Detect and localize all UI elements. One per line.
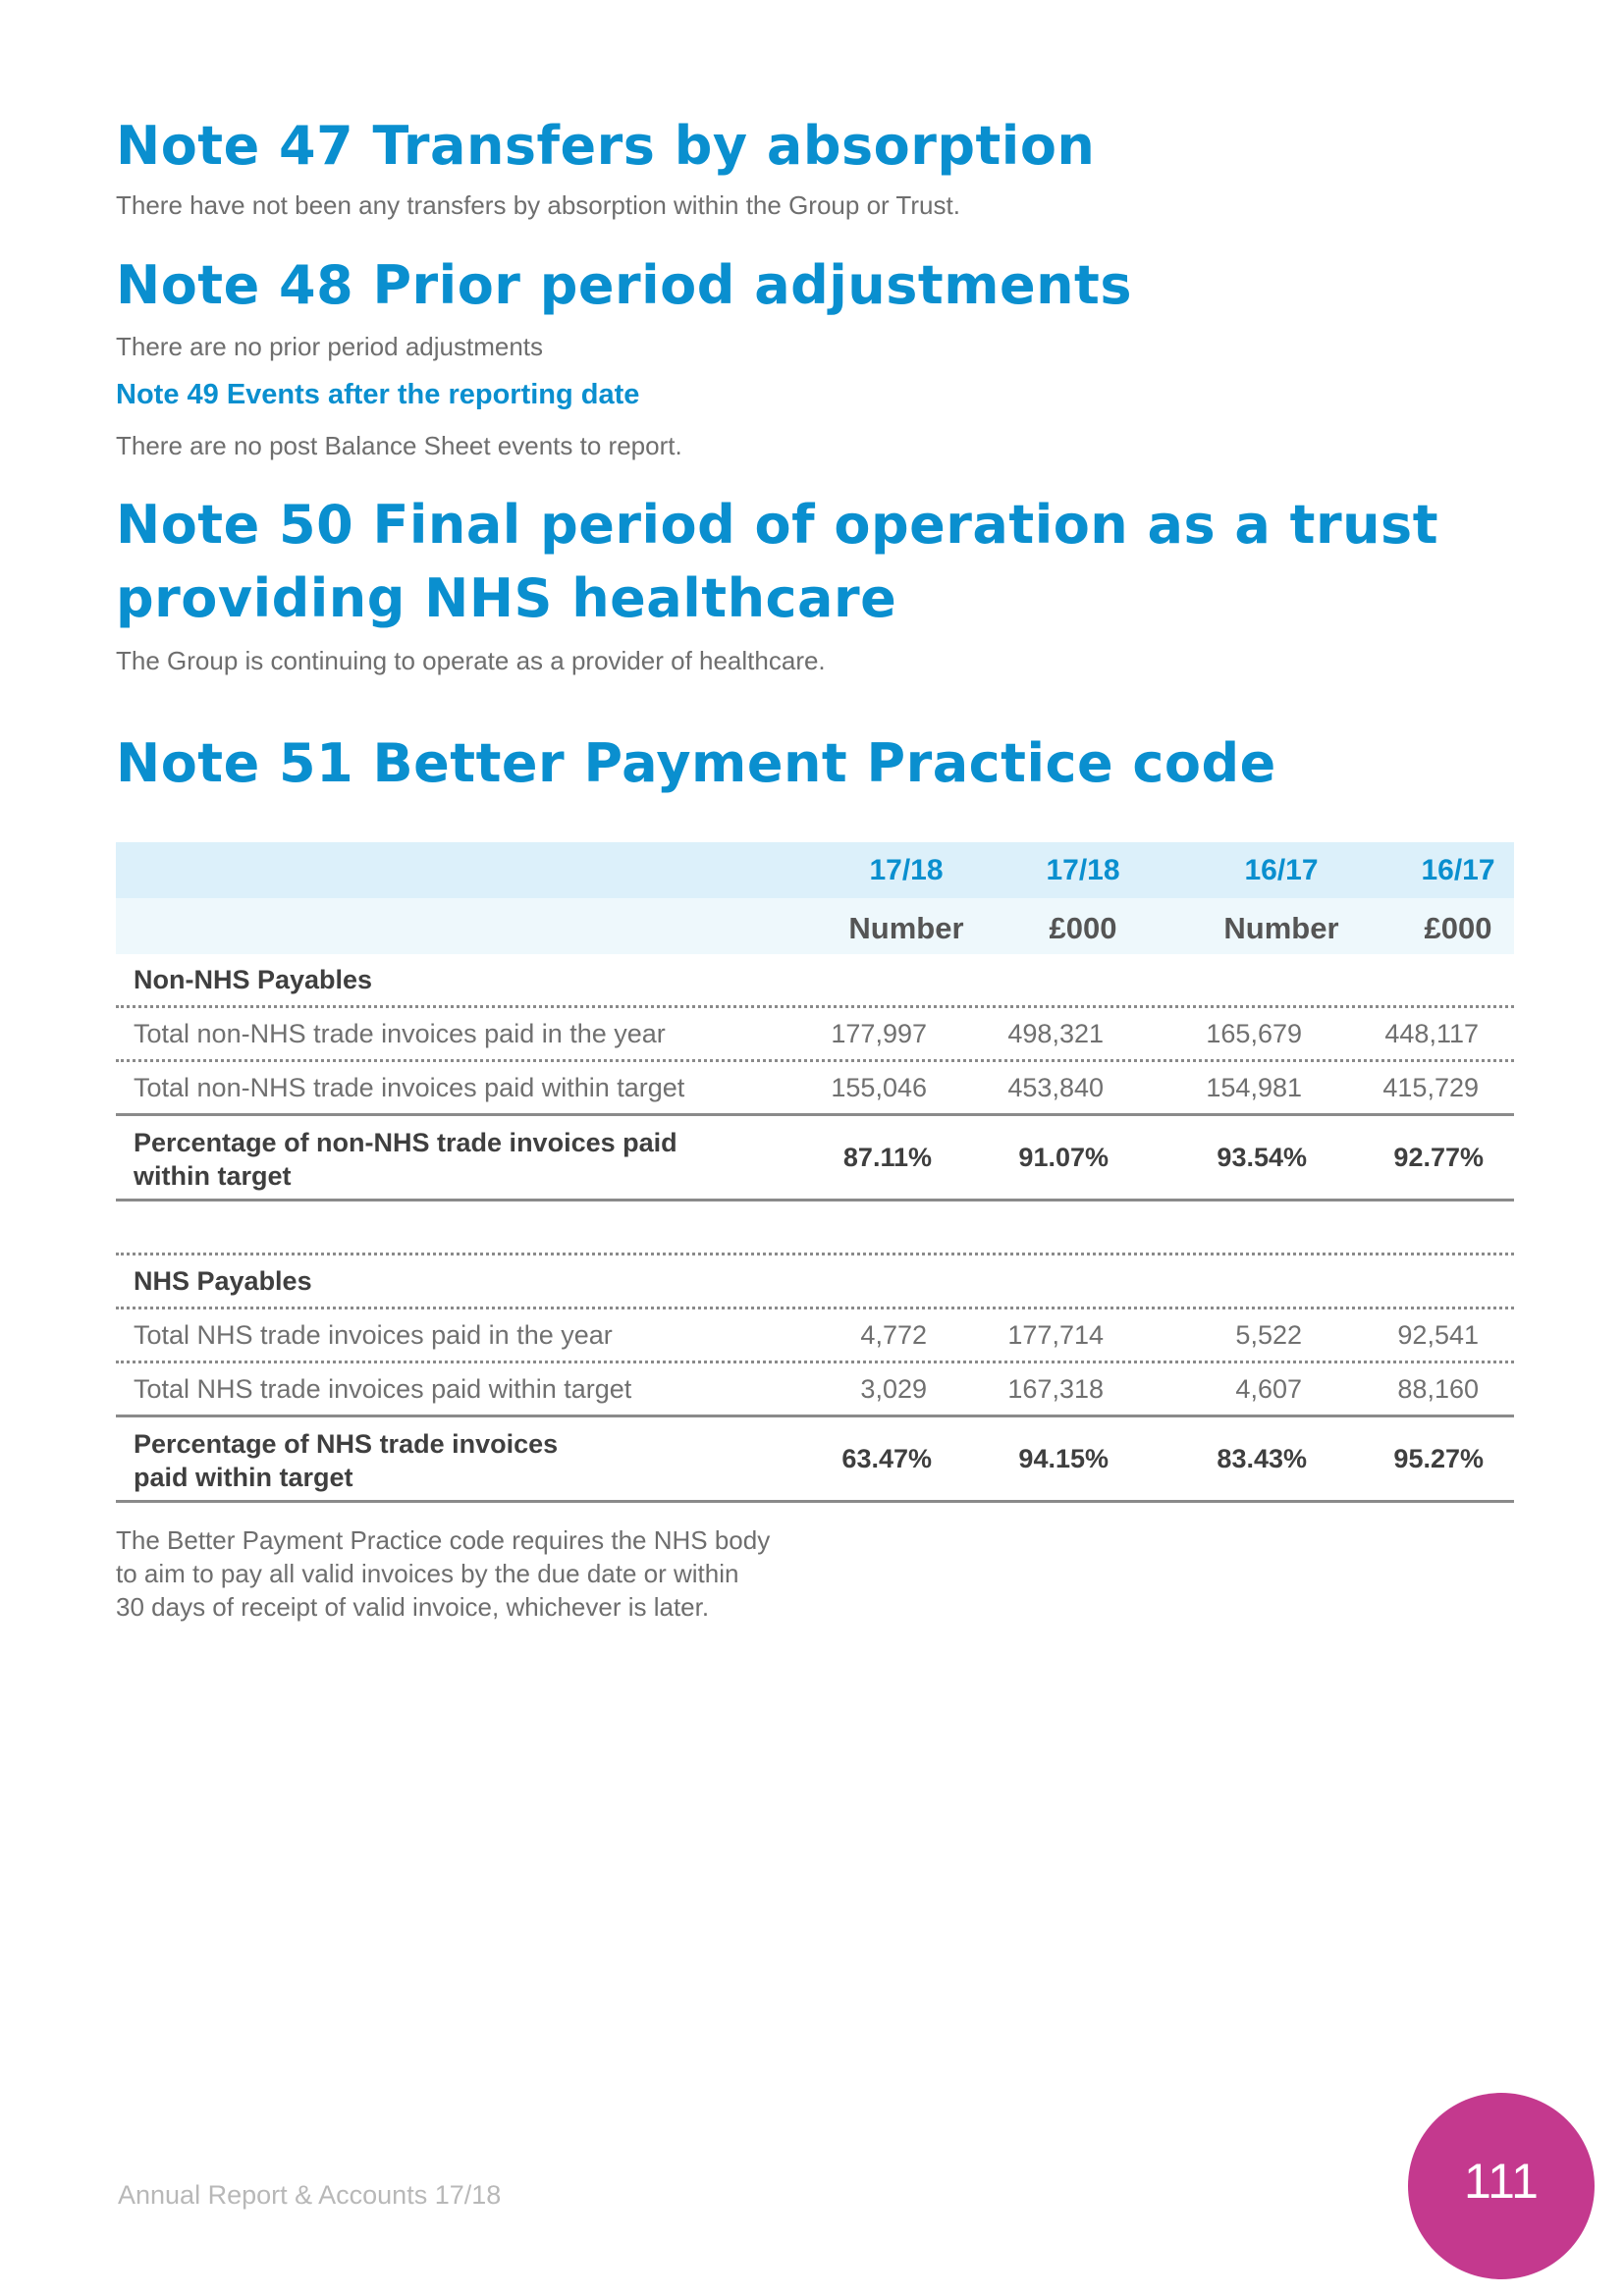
section-nhs <box>116 1255 1514 1309</box>
row-label <box>134 1427 723 1510</box>
section-label: NHS Payables <box>134 1266 312 1296</box>
note-48-heading: Note 48 Prior period adjustments <box>116 254 1132 316</box>
cell: 167,318 <box>1007 1374 1104 1404</box>
row-label <box>134 1126 723 1208</box>
cell: 415,729 <box>1382 1073 1479 1102</box>
table-row <box>116 1008 1514 1062</box>
note-50-heading-line2: providing NHS healthcare <box>116 567 897 629</box>
page-number-badge <box>1408 2093 1595 2279</box>
note-50-text: The Group is continuing to operate as a provider of healthcare. <box>116 646 826 675</box>
footer-text: Annual Report & Accounts 17/18 <box>118 2180 502 2210</box>
header-unit-3: Number <box>1223 911 1339 945</box>
header-year-3: 16/17 <box>1244 854 1319 886</box>
cell: 95.27% <box>1393 1444 1484 1473</box>
cell: 5,522 <box>1235 1320 1302 1350</box>
better-payment-practice-table <box>116 842 1514 1503</box>
cell: 4,607 <box>1235 1374 1302 1404</box>
cell: 498,321 <box>1007 1019 1104 1048</box>
cell: 91.07% <box>1018 1143 1109 1172</box>
row-label-line1: Percentage of NHS trade invoices <box>134 1429 559 1459</box>
cell: 94.15% <box>1018 1444 1109 1473</box>
table-header-units <box>116 898 1514 954</box>
footnote-line3: 30 days of receipt of valid invoice, whichever is later. <box>116 1592 710 1622</box>
cell: 4,772 <box>860 1320 927 1350</box>
cell: 88,160 <box>1397 1374 1479 1404</box>
cell: 93.54% <box>1217 1143 1307 1172</box>
cell: 448,117 <box>1384 1019 1479 1048</box>
row-label-line1: Percentage of non-NHS trade invoices paid <box>134 1128 677 1157</box>
row-label-line2: within target <box>134 1161 292 1191</box>
note-50-heading-line1: Note 50 Final period of operation as a trust <box>116 494 1439 556</box>
header-year-2: 17/18 <box>1046 854 1120 886</box>
header-unit-4: £000 <box>1424 911 1492 945</box>
table-row <box>116 1062 1514 1116</box>
note-49-heading: Note 49 Events after the reporting date <box>116 379 640 410</box>
row-label: Total NHS trade invoices paid in the year <box>134 1320 613 1350</box>
cell: 87.11% <box>842 1143 932 1172</box>
note-51-heading: Note 51 Better Payment Practice code <box>116 732 1276 794</box>
row-label-line2: paid within target <box>134 1463 353 1492</box>
note-48-text: There are no prior period adjustments <box>116 332 544 361</box>
page-number: 111 <box>1463 2154 1539 2209</box>
cell: 92,541 <box>1397 1320 1479 1350</box>
cell: 154,981 <box>1206 1073 1302 1102</box>
cell: 92.77% <box>1393 1143 1484 1172</box>
note-49-text: There are no post Balance Sheet events to report. <box>116 431 682 460</box>
cell: 165,679 <box>1206 1019 1302 1048</box>
percentage-row-nhs <box>116 1417 1514 1503</box>
section-label: Non-NHS Payables <box>134 965 373 994</box>
footnote-line2: to aim to pay all valid invoices by the due date or within <box>116 1559 739 1588</box>
footnote-line1: The Better Payment Practice code requires the NHS body <box>116 1525 771 1555</box>
table-header-years <box>116 842 1514 898</box>
header-year-4: 16/17 <box>1421 854 1495 886</box>
table-row <box>116 1309 1514 1363</box>
header-unit-2: £000 <box>1049 911 1117 945</box>
cell: 83.43% <box>1217 1444 1307 1473</box>
header-unit-1: Number <box>848 911 964 945</box>
header-year-1: 17/18 <box>869 854 944 886</box>
cell: 177,997 <box>831 1019 927 1048</box>
cell: 155,046 <box>831 1073 927 1102</box>
table-divider <box>116 1201 1514 1255</box>
note-47-text: There have not been any transfers by absorption within the Group or Trust. <box>116 190 960 220</box>
cell: 453,840 <box>1007 1073 1104 1102</box>
row-label: Total non-NHS trade invoices paid in the year <box>134 1019 666 1048</box>
cell: 63.47% <box>841 1444 932 1473</box>
bpp-footnote <box>116 1523 770 1624</box>
cell: 177,714 <box>1007 1320 1104 1350</box>
table-row <box>116 1363 1514 1417</box>
percentage-row-non-nhs <box>116 1116 1514 1201</box>
row-label: Total non-NHS trade invoices paid within target <box>134 1073 685 1102</box>
cell: 3,029 <box>860 1374 927 1404</box>
note-47-heading: Note 47 Transfers by absorption <box>116 115 1096 177</box>
row-label: Total NHS trade invoices paid within target <box>134 1374 632 1404</box>
section-non-nhs <box>116 954 1514 1008</box>
